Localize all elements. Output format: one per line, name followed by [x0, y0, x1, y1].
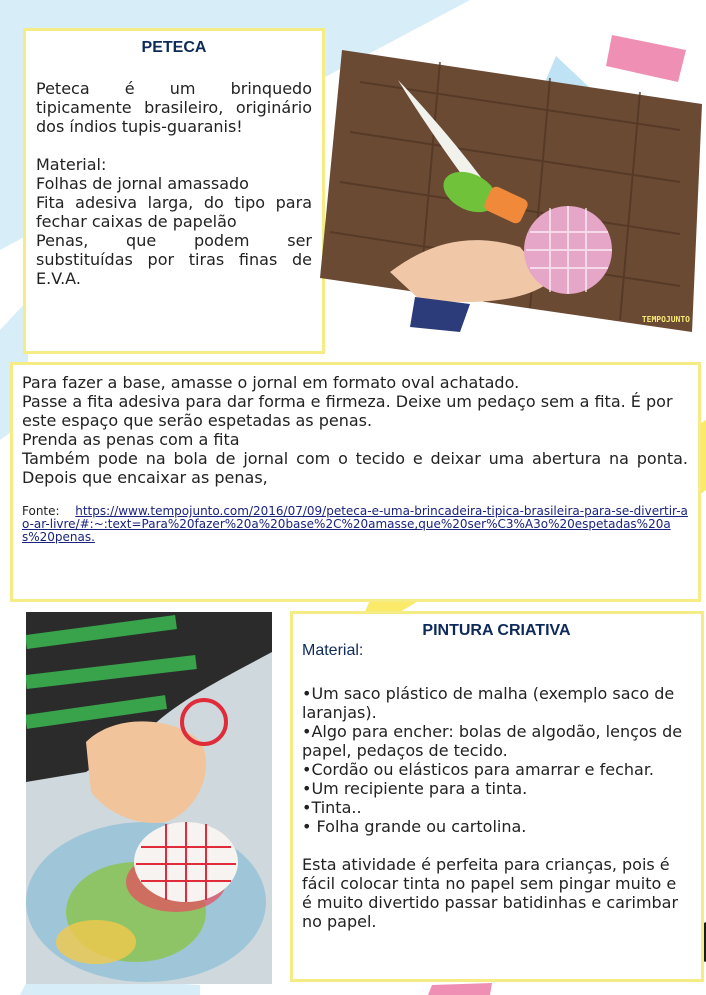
peteca-material-item: Penas, que podem ser substituídas por tiras finas de E.V.A. — [36, 231, 312, 288]
peteca-intro: Peteca é um brinquedo tipicamente brasileiro, originário dos índios tupis-guaranis! — [36, 79, 312, 136]
pintura-title: PINTURA CRIATIVA — [422, 622, 571, 639]
source-label: Fonte: — [22, 504, 60, 518]
peteca-card — [23, 28, 325, 354]
pintura-material-item: • Folha grande ou cartolina. — [302, 817, 527, 836]
pintura-material-item: •Algo para encher: bolas de algodão, lenços de papel, pedaços de tecido. — [302, 722, 683, 760]
peteca-photo-watermark: TEMPOJUNTO — [641, 315, 690, 324]
source-citation — [22, 505, 688, 544]
peteca-material-item: Fita adesiva larga, do tipo para fechar caixas de papelão — [36, 193, 312, 231]
pintura-description: Esta atividade é perfeita para crianças, pois é fácil colocar tinta no papel sem pingar muito e é muito divertido passar batidinhas e carimbar no papel. — [302, 855, 679, 931]
pintura-material-item: •Um saco plástico de malha (exemplo saco de laranjas). — [302, 684, 675, 722]
instruction-line: Prenda as penas com a fita — [22, 430, 240, 449]
peteca-material-heading: Material: — [36, 155, 107, 174]
peteca-material-item: Folhas de jornal amassado — [36, 174, 249, 193]
peteca-photo — [320, 42, 702, 332]
pintura-material-item: •Um recipiente para a tinta. — [302, 779, 528, 798]
instruction-line: Passe a fita adesiva para dar forma e firmeza. Deixe um pedaço sem a fita. É por este espaço que serão espetadas as penas. — [22, 392, 673, 430]
pintura-photo — [26, 612, 272, 984]
pintura-card — [290, 611, 704, 982]
instruction-line: Também pode na bola de jornal com o tecido e deixar uma abertura na ponta. Depois que encaixar as penas, — [22, 449, 688, 487]
peteca-title: PETECA — [141, 39, 207, 56]
pintura-material-heading: Material: — [302, 642, 364, 659]
instruction-line: Para fazer a base, amasse o jornal em formato oval achatado. — [22, 373, 520, 392]
instructions-card — [10, 362, 701, 602]
source-link[interactable]: https://www.tempojunto.com/2016/07/09/peteca-e-uma-brincadeira-tipica-brasileira-para-se-divertir-ao-ar-livre/#:~:text=Para%20fazer%20a%20base%2C%20amasse,que%20ser%C3%A3o%20espetadas%20as%20penas. — [22, 504, 688, 544]
pintura-material-item: •Tinta.. — [302, 798, 362, 817]
pintura-material-item: •Cordão ou elásticos para amarrar e fechar. — [302, 760, 655, 779]
